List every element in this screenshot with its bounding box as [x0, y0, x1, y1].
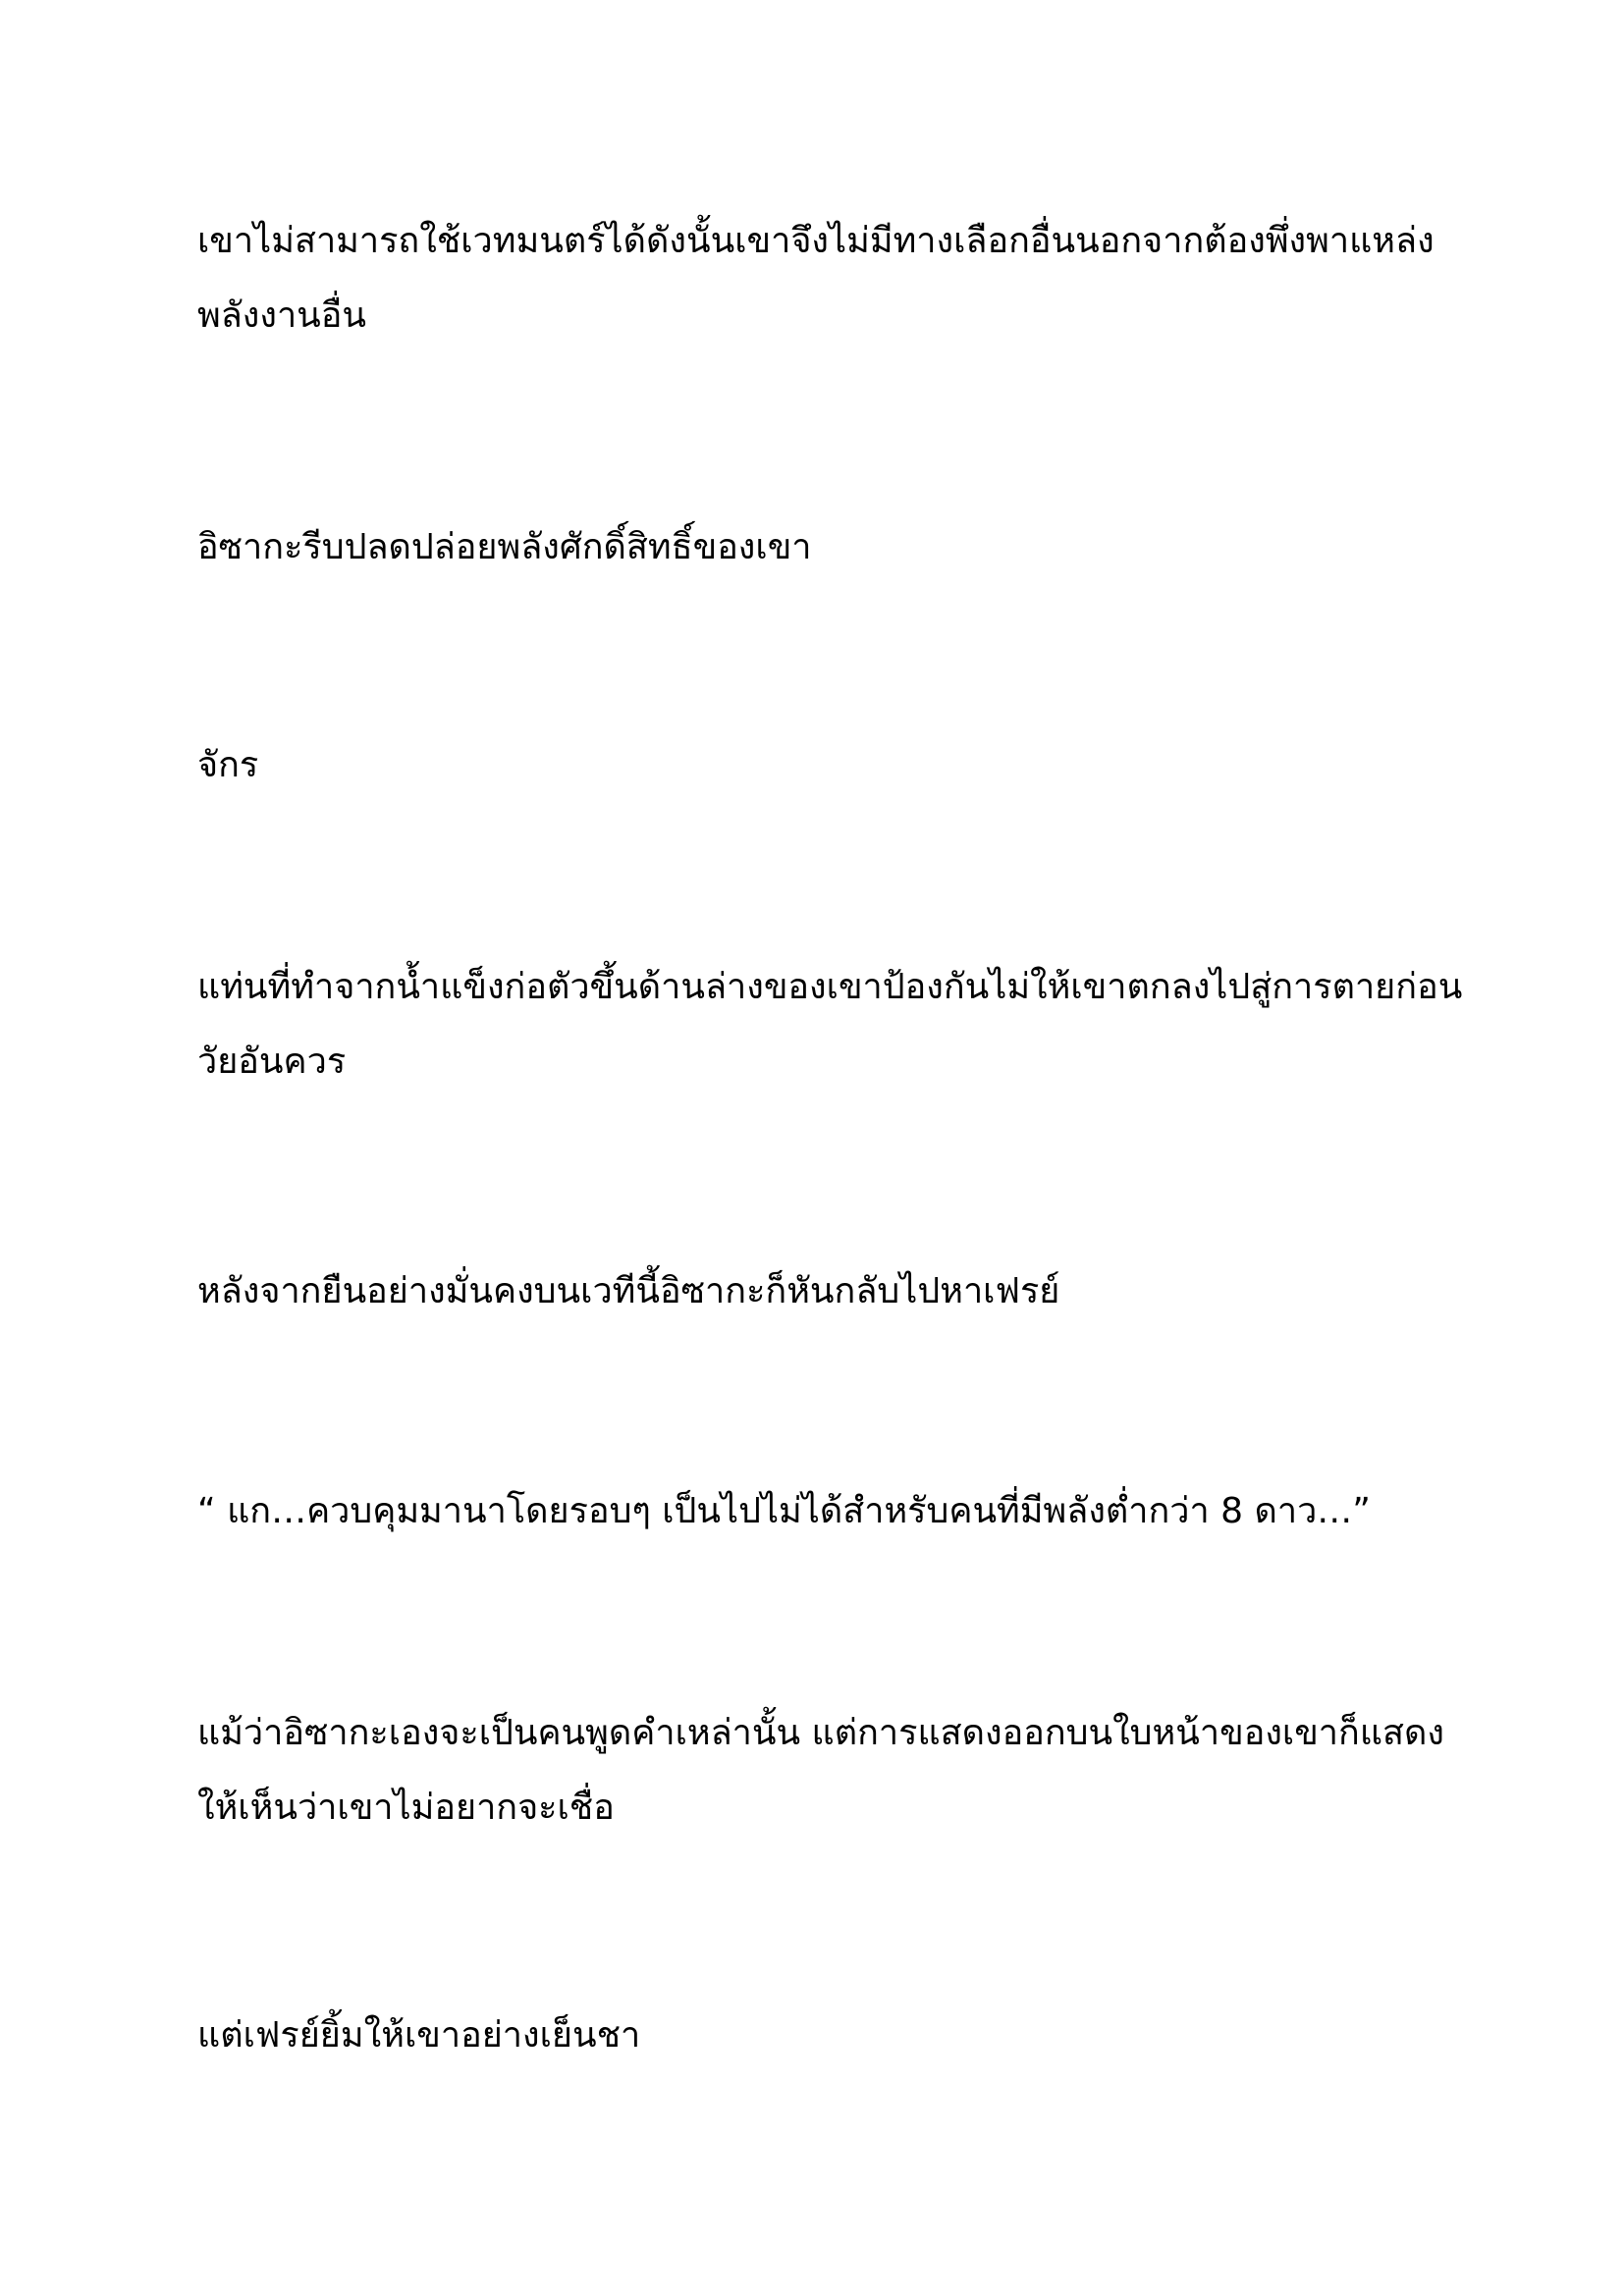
paragraph-4: [197, 950, 1474, 1099]
paragraph-line: แต่เฟรย์ยิ้มให้เขาอย่างเย็นชา: [197, 2015, 641, 2056]
paragraph-line: เขาไม่สามารถใช้เวทมนตร์ได้ดังนั้นเขาจึงไม่มีทางเลือกอื่นนอกจากต้องพึ่งพาแหล่ง: [197, 221, 1435, 261]
paragraph-7: [197, 1696, 1474, 1845]
paragraph-8: [197, 1999, 1474, 2073]
paragraph-line: แท่นที่ทำจากน้ำแข็งก่อตัวขึ้นด้านล่างของเขาป้องกันไม่ให้เขาตกลงไปสู่การตายก่อน: [197, 967, 1463, 1007]
paragraph-1: [197, 204, 1474, 353]
paragraph-line: หลังจากยืนอย่างมั่นคงบนเวทีนี้อิซากะก็หันกลับไปหาเฟรย์: [197, 1271, 1060, 1311]
paragraph-line: จักร: [197, 745, 259, 785]
paragraph-line: แม้ว่าอิซากะเองจะเป็นคนพูดคำเหล่านั้น แต่การแสดงออกบนใบหน้าของเขาก็แสดง: [197, 1713, 1444, 1753]
paragraph-line: วัยอันควร: [197, 1041, 347, 1082]
paragraph-line: อิซากะรีบปลดปล่อยพลังศักดิ์สิทธิ์ของเขา: [197, 527, 812, 567]
paragraph-2: [197, 510, 1474, 585]
paragraph-line: ให้เห็นว่าเขาไม่อยากจะเชื่อ: [197, 1788, 615, 1828]
paragraph-3: [197, 728, 1474, 803]
paragraph-line: “ แก…ควบคุมมานาโดยรอบๆ เป็นไปไม่ได้สำหรับคนที่มีพลังต่ำกว่า 8 ดาว…”: [197, 1491, 1371, 1531]
paragraph-line: พลังงานอื่น: [197, 295, 367, 336]
paragraph-5: [197, 1255, 1474, 1329]
paragraph-6: [197, 1474, 1474, 1549]
